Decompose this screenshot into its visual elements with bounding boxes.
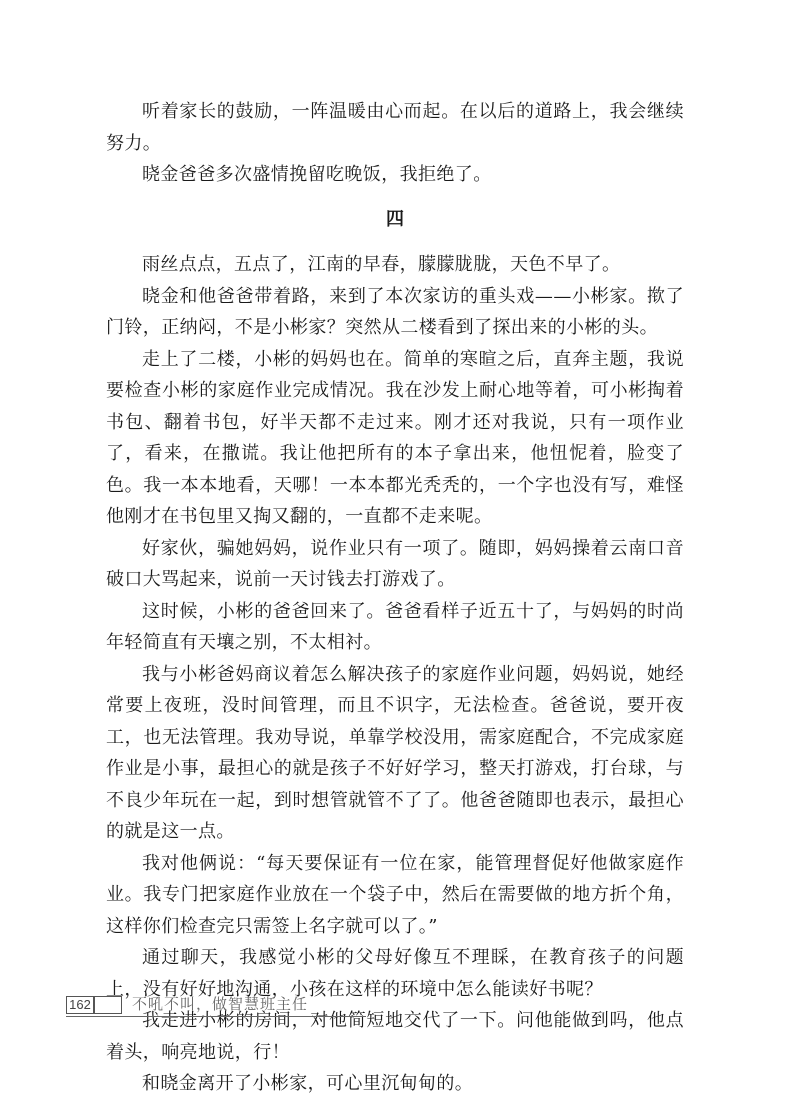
paragraph: 通过聊天，我感觉小彬的父母好像互不理睬，在教育孩子的问题上，没有好好地沟通，小孩在这样的环境中怎么能读好书呢？ <box>106 947 684 1000</box>
paragraph: 和晓金离开了小彬家，可心里沉甸甸的。 <box>142 1073 474 1094</box>
paragraph: 晓金爸爸多次盛情挽留吃晚饭，我拒绝了。 <box>142 164 492 185</box>
paragraph: 晓金和他爸爸带着路，来到了本次家访的重头戏——小彬家。揿了门铃，正纳闷，不是小彬家？突然从二楼看到了探出来的小彬的头。 <box>106 285 684 338</box>
paragraph: 听着家长的鼓励，一阵温暖由心而起。在以后的道路上，我会继续努力。 <box>106 101 684 154</box>
paragraph: 雨丝点点，五点了，江南的早春，朦朦胧胧，天色不早了。 <box>142 254 621 275</box>
paragraph: 这时候，小彬的爸爸回来了。爸爸看样子近五十了，与妈妈的时尚年轻简直有天壤之别，不太相衬。 <box>106 600 684 653</box>
page-number-frame <box>94 996 122 1014</box>
book-title: 不吼不叫，做智慧班主任 <box>132 995 309 1013</box>
page-footer <box>66 992 486 1018</box>
paragraph: 走上了二楼，小彬的妈妈也在。简单的寒暄之后，直奔主题，我说要检查小彬的家庭作业完成情况。我在沙发上耐心地等着，可小彬掏着书包、翻着书包，好半天都不走过来。刚才还对我说，只有一项作业了，看来，在撒谎。我让他把所有的本子拿出来，他忸怩着，脸变了色。我一本本地看，天哪！一本本都光秃秃的，一个字也没有写，难怪他刚才在书包里又掏又翻的，一直都不走来呢。 <box>106 348 684 527</box>
paragraph: 好家伙，骗她妈妈，说作业只有一项了。随即，妈妈操着云南口音破口大骂起来，说前一天讨钱去打游戏了。 <box>106 537 684 590</box>
paragraph: 我走进小彬的房间，对他简短地交代了一下。问他能做到吗，他点着头，响亮地说，行！ <box>106 1010 684 1063</box>
page-body <box>106 96 684 1100</box>
paragraph: 我对他俩说：“每天要保证有一位在家，能管理督促好他做家庭作业。我专门把家庭作业放在一个袋子中，然后在需要做的地方折个角，这样你们检查完只需签上名字就可以了。” <box>106 852 684 937</box>
paragraph: 我与小彬爸妈商议着怎么解决孩子的家庭作业问题，妈妈说，她经常要上夜班，没时间管理，而且不识字，无法检查。爸爸说，要开夜工，也无法管理。我劝导说，单靠学校没用，需家庭配合，不完成家庭作业是小事，最担心的就是孩子不好好学习，整天打游戏，打台球，与不良少年玩在一起，到时想管就管不了了。他爸爸随即也表示，最担心的就是这一点。 <box>106 663 684 842</box>
section-heading: 四 <box>386 208 404 230</box>
footer-rule <box>66 1016 366 1017</box>
page-number: 162 <box>66 996 94 1014</box>
